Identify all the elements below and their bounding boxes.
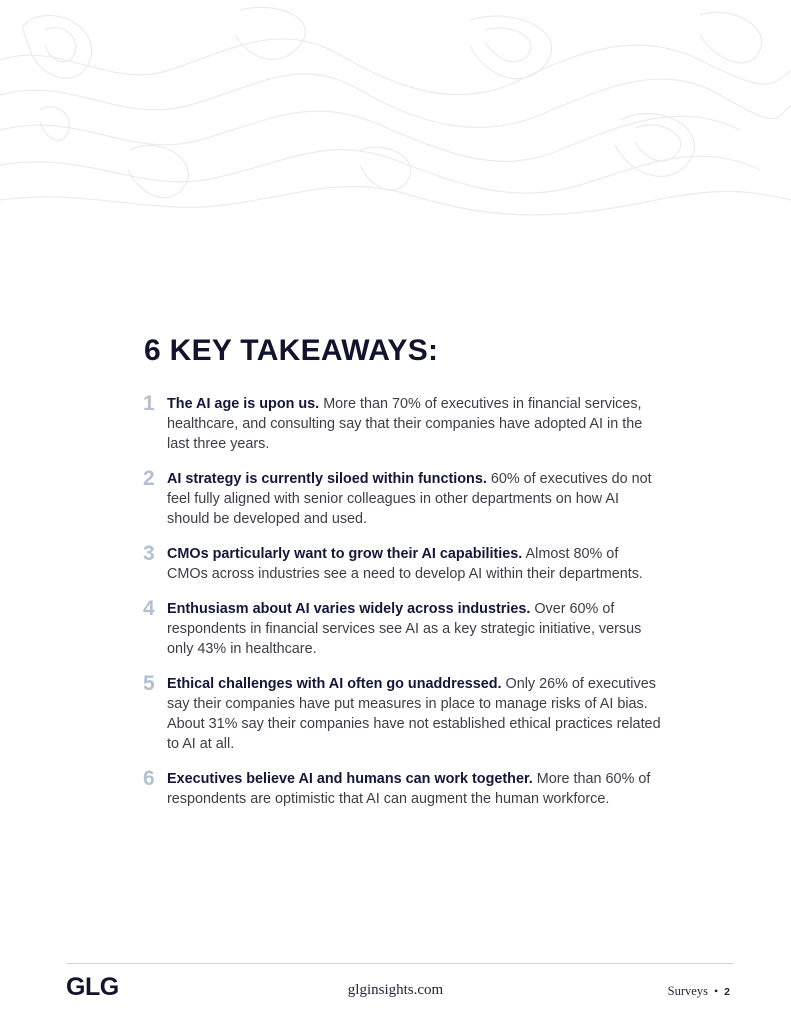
takeaway-detail: More than 60% of respondents are optimistic that AI can augment the human workforce.	[167, 771, 651, 807]
takeaway-number: 2	[143, 467, 155, 490]
takeaway-headline: Executives believe AI and humans can work together.	[167, 771, 533, 787]
takeaway-headline: The AI age is upon us.	[167, 396, 320, 412]
takeaway-number: 1	[143, 392, 155, 415]
takeaway-headline: Enthusiasm about AI varies widely across industries.	[167, 601, 531, 617]
takeaway-detail: Almost 80% of CMOs across industries see a need to develop AI within their departments.	[167, 546, 643, 582]
website-link[interactable]: glginsights.com	[347, 982, 444, 998]
takeaway-detail: Over 60% of respondents in financial services see AI as a key strategic initiative, versus only 43% in healthcare.	[167, 601, 642, 657]
takeaway-headline: AI strategy is currently siloed within functions.	[167, 471, 487, 487]
footer-divider	[67, 963, 733, 964]
footer-section: Surveys	[667, 984, 708, 998]
takeaways-list	[143, 394, 663, 824]
takeaway-number: 4	[143, 597, 155, 620]
footer-separator: •	[713, 984, 719, 998]
page-number: 2	[724, 986, 730, 998]
glg-logo: GLG	[66, 973, 119, 1001]
takeaway-detail: 60% of executives do not feel fully aligned with senior colleagues in other departments on how AI should be developed and used.	[167, 471, 652, 527]
takeaway-detail: Only 26% of executives say their companies have put measures in place to manage risks of AI bias. About 31% say their companies have not established ethical practices related to AI at all.	[167, 676, 661, 752]
takeaway-number: 3	[143, 542, 155, 565]
takeaway-item	[143, 599, 663, 659]
topographic-background	[0, 0, 791, 220]
takeaway-item	[143, 469, 663, 529]
takeaway-number: 5	[143, 672, 155, 695]
takeaway-item	[143, 544, 663, 584]
takeaway-number: 6	[143, 767, 155, 790]
takeaway-item	[143, 394, 663, 454]
footer-page-info	[668, 984, 730, 999]
takeaway-headline: CMOs particularly want to grow their AI capabilities.	[167, 546, 523, 562]
takeaway-item	[143, 674, 663, 754]
page-title: 6 KEY TAKEAWAYS:	[144, 334, 439, 367]
takeaway-detail: More than 70% of executives in financial services, healthcare, and consulting say that their companies have adopted AI in the last three years.	[167, 396, 643, 452]
takeaway-headline: Ethical challenges with AI often go unaddressed.	[167, 676, 502, 692]
takeaway-item	[143, 769, 663, 809]
